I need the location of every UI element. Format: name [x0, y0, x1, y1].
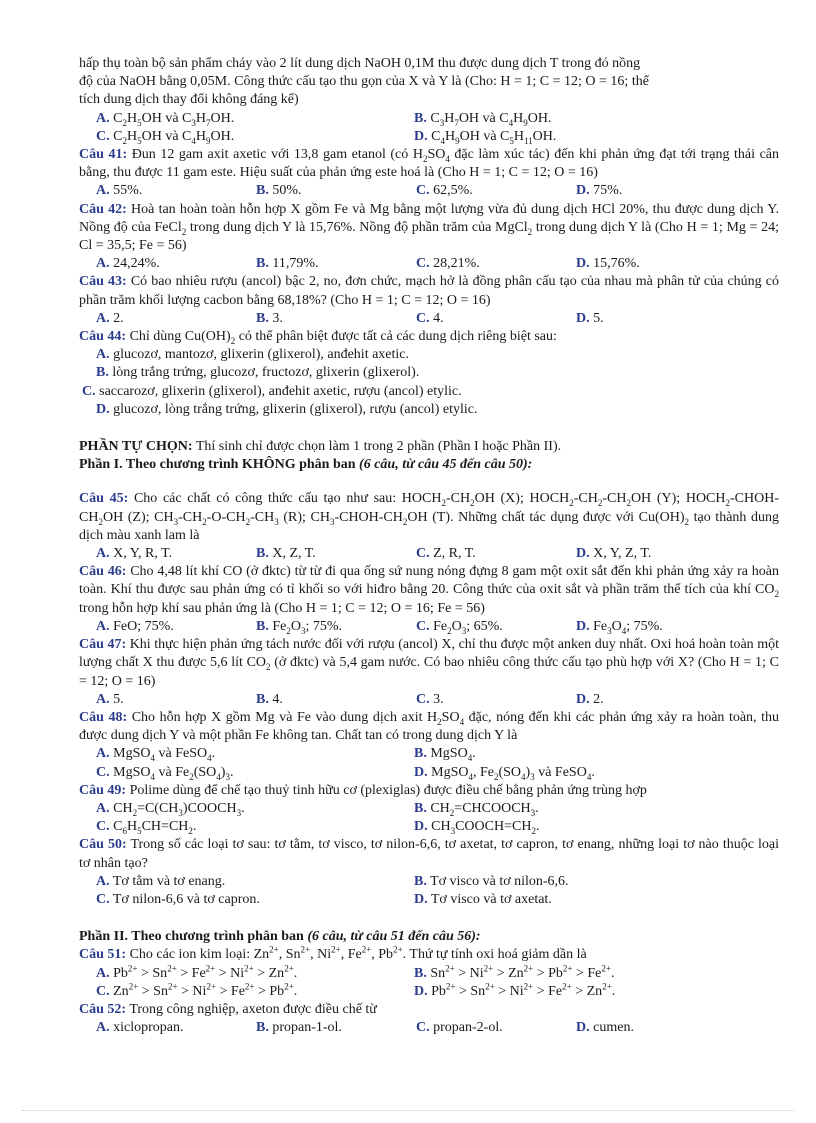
q52-option-c: C. propan-2-ol.: [416, 1020, 503, 1036]
q47-stem: Câu 47: Khi thực hiện phản ứng tách nước đối với rượu (ancol) X, chỉ thu được một anken duy nhất. Oxi hoá hoàn toàn một lượng chất X thu được 5,6 lít $CO_2$ (ở đktc) và 5,4 gam nước. Có bao nhiêu công thức cấu tạo phù hợp với X? (Cho H = 1; C = 12; O = 16): [79, 637, 780, 689]
q44-option-b: B. lòng trắng trứng, glucozơ, fructozơ, glixerin (glixerol).: [96, 365, 420, 381]
q40-options-row-2: [79, 128, 779, 146]
q46-options: [79, 618, 779, 636]
q44-option-a: A. glucozơ, mantozơ, glixerin (glixerol), anđehit axetic.: [96, 347, 409, 363]
intro-line-3: tích dung dịch thay đổi không đáng kể): [79, 92, 299, 108]
q50-option-c: C. Tơ nilon-6,6 và tơ capron.: [96, 891, 260, 907]
part-2-heading: Phần II. Theo chương trình phân ban (6 câu, từ câu 51 đến câu 56):: [79, 929, 481, 945]
q45-option-c: C. Z, R, T.: [416, 546, 476, 562]
q47-option-a: A. 5.: [96, 691, 124, 707]
q51-option-a: A. $Pb^{2+} > Sn^{2+} > Fe^{2+} > Ni^{2+} > Zn^{2+}$.: [96, 962, 298, 981]
q44-option-c: C. saccarozơ, glixerin (glixerol), anđehit axetic, rượu (ancol) etylic.: [82, 383, 462, 399]
q46-option-c: C. $Fe_2O_3$; 65%.: [416, 618, 503, 636]
q46-stem: Câu 46: Cho 4,48 lít khí CO (ở đktc) từ từ đi qua ống sứ nung nóng đựng 8 gam một oxit sắt đến khi phản ứng xảy ra hoàn toàn. Khí thu được sau phản ứng có tỉ khối so với hiđro bằng 20. Công thức của oxit sắt và phần trăm thể tích của khí $CO_2$ trong hỗn hợp khí sau phản ứng là (Cho H = 1; C = 12; O = 16; Fe = 56): [79, 564, 780, 616]
q45-option-b: B. X, Z, T.: [256, 546, 316, 562]
q43-option-a: A. 2.: [96, 310, 124, 326]
q40-option-d: D. $C_4H_9OH$ và $C_5H_{11}OH$.: [414, 128, 557, 146]
q43-options: [79, 310, 779, 328]
intro-line-2: độ của NaOH bằng 0,05M. Công thức cấu tạo thu gọn của X và Y là (Cho: H = 1; C = 12; O = 16; thể: [79, 74, 649, 90]
q42-option-a: A. 24,24%.: [96, 256, 160, 272]
page-bottom-divider: [22, 1110, 794, 1111]
q47-option-c: C. 3.: [416, 691, 444, 707]
q47-option-d: D. 2.: [576, 691, 604, 707]
q48-option-c: C. MgSO$_4$ và $Fe_2(SO_4)_3$.: [96, 764, 234, 782]
q46-option-b: B. $Fe_2O_3$; 75%.: [256, 618, 343, 636]
q51-options-row-2: [79, 983, 779, 1001]
q49-stem: Câu 49: Polime dùng để chế tạo thuỷ tinh hữu cơ (plexiglas) được điều chế bằng phản ứng trùng hợp: [79, 782, 647, 798]
q42-option-b: B. 11,79%.: [256, 256, 319, 272]
q44-option-d: D. glucozơ, lòng trắng trứng, glixerin (glixerol), rượu (ancol) etylic.: [96, 401, 478, 417]
q42-option-d: D. 15,76%.: [576, 256, 640, 272]
q48-options-row-1: [79, 745, 779, 763]
q48-stem: Câu 48: Cho hỗn hợp X gồm Mg và Fe vào dung dịch axit $H_2SO_4$ đặc, nóng đến khi các phản ứng xảy ra hoàn toàn, thu được dung dịch Y và một phần Fe không tan. Chất tan có trong dung dịch Y là: [79, 709, 780, 744]
q47-options: [79, 691, 779, 709]
q51-option-b: B. $Sn^{2+} > Ni^{2+} > Zn^{2+} > Pb^{2+} > Fe^{2+}$.: [414, 962, 615, 981]
q47-option-b: B. 4.: [256, 691, 283, 707]
part-1-heading: Phần I. Theo chương trình KHÔNG phân ban (6 câu, từ câu 45 đến câu 50):: [79, 457, 533, 473]
q45-options: [79, 545, 779, 563]
q45-stem: Câu 45: Cho các chất có công thức cấu tạo như sau: $HOCH_2-CH_2OH$ (X); $HOCH_2-CH_2-CH_2OH$ (Y); $HOCH_2-CHOH-CH_2OH$ (Z); $CH_3-CH_2-O-CH_2-CH_3$ (R); $CH_3-CHOH-CH_2OH$ (T). Những chất tác dụng được với $Cu(OH)_2$ tạo thành dung dịch màu xanh lam là: [79, 491, 780, 543]
q52-option-a: A. xiclopropan.: [96, 1020, 184, 1036]
q40-option-b: B. $C_3H_7OH$ và $C_4H_9OH$.: [414, 110, 552, 128]
q43-stem: Câu 43: Có bao nhiêu rượu (ancol) bậc 2, no, đơn chức, mạch hở là đồng phân cấu tạo của nhau mà phân tử của chúng có phần trăm khối lượng cacbon bằng 68,18%? (Cho H = 1; C = 12; O = 16): [79, 274, 780, 308]
q40-options-row-1: [79, 110, 779, 128]
q48-options-row-2: [79, 764, 779, 782]
q42-options: [79, 255, 779, 273]
q41-stem: Câu 41: Đun 12 gam axit axetic với 13,8 gam etanol (có $H_2SO_4$ đặc làm xúc tác) đến khi phản ứng đạt tới trạng thái cân bằng, thu được 11 gam este. Hiệu suất của phản ứng este hoá là (Cho H = 1; C = 12; O = 16): [79, 147, 780, 181]
q50-option-d: D. Tơ visco và tơ axetat.: [414, 891, 552, 907]
q48-option-a: A. MgSO$_4$ và FeSO$_4$.: [96, 746, 216, 764]
q48-option-b: B. MgSO$_4$.: [414, 746, 476, 764]
q42-stem: Câu 42: Hoà tan hoàn toàn hỗn hợp X gồm Fe và Mg bằng một lượng vừa đủ dung dịch HCl 20%, thu được dung dịch Y. Nồng độ của FeCl$_2$ trong dung dịch Y là 15,76%. Nồng độ phần trăm của MgCl$_2$ trong dung dịch Y là (Cho H = 1; Mg = 24; Cl = 35,5; Fe = 56): [79, 201, 780, 254]
q41-option-d: D. 75%.: [576, 183, 623, 199]
q41-option-b: B. 50%.: [256, 183, 302, 199]
q52-option-b: B. propan-1-ol.: [256, 1020, 342, 1036]
q41-option-c: C. 62,5%.: [416, 183, 473, 199]
q49-options-row-1: [79, 800, 779, 818]
q51-option-d: D. $Pb^{2+} > Sn^{2+} > Ni^{2+} > Fe^{2+} > Zn^{2+}$.: [414, 981, 616, 999]
q45-option-d: D. X, Y, Z, T.: [576, 546, 652, 562]
q50-option-b: B. Tơ visco và tơ nilon-6,6.: [414, 873, 569, 889]
q46-option-d: D. $Fe_3O_4$; 75%.: [576, 618, 663, 636]
q49-option-b: B. $CH_2=CHCOOCH_3$.: [414, 800, 539, 818]
q40-option-c: C. $C_2H_5OH$ và $C_4H_9OH$.: [96, 128, 235, 146]
q50-option-a: A. Tơ tằm và tơ enang.: [96, 873, 226, 889]
q43-option-b: B. 3.: [256, 310, 283, 326]
q50-options-row-1: [79, 873, 779, 891]
q51-stem: Câu 51: Cho các ion kim loại: $Zn^{2+}$, $Sn^{2+}$, $Ni^{2+}$, $Fe^{2+}$, $Pb^{2+}$. Thứ tự tính oxi hoá giảm dần là: [79, 944, 587, 963]
q51-options-row-1: [79, 962, 779, 983]
q52-option-d: D. cumen.: [576, 1020, 634, 1036]
q43-option-c: C. 4.: [416, 310, 444, 326]
q48-option-d: D. MgSO$_4$, $Fe_2(SO_4)_3$ và FeSO$_4$.: [414, 764, 595, 782]
q52-options: [79, 1019, 779, 1037]
q49-options-row-2: [79, 818, 779, 836]
q49-option-d: D. $CH_3COOCH=CH_2$.: [414, 819, 540, 836]
q40-option-a: A. $C_2H_5OH$ và $C_3H_7OH$.: [96, 110, 235, 128]
q41-option-a: A. 55%.: [96, 183, 143, 199]
q41-options: [79, 182, 779, 200]
elective-heading: PHẦN TỰ CHỌN: Thí sinh chỉ được chọn làm 1 trong 2 phần (Phần I hoặc Phần II).: [79, 439, 562, 455]
q45-option-a: A. X, Y, R, T.: [96, 546, 173, 562]
q50-options-row-2: [79, 891, 779, 909]
q49-option-a: A. $CH_2=C(CH_3)COOCH_3$.: [96, 800, 245, 818]
q49-option-c: C. $C_6H_5CH=CH_2$.: [96, 819, 197, 836]
q51-option-c: C. $Zn^{2+} > Sn^{2+} > Ni^{2+} > Fe^{2+} > Pb^{2+}$.: [96, 981, 298, 999]
q42-option-c: C. 28,21%.: [416, 256, 480, 272]
intro-line-1: hấp thụ toàn bộ sản phẩm cháy vào 2 lít dung dịch NaOH 0,1M thu được dung dịch T trong đó nồng: [79, 56, 641, 71]
q46-option-a: A. FeO; 75%.: [96, 618, 174, 634]
q44-stem: Câu 44: Chỉ dùng $Cu(OH)_2$ có thể phân biệt được tất cả các dung dịch riêng biệt sau:: [79, 329, 557, 346]
q52-stem: Câu 52: Trong công nghiệp, axeton được điều chế từ: [79, 1001, 377, 1017]
exam-content: [79, 55, 779, 1037]
q43-option-d: D. 5.: [576, 310, 604, 326]
q50-stem: Câu 50: Trong số các loại tơ sau: tơ tằm, tơ visco, tơ nilon-6,6, tơ axetat, tơ capron, tơ enang, những loại tơ nào thuộc loại tơ nhân tạo?: [79, 837, 779, 871]
